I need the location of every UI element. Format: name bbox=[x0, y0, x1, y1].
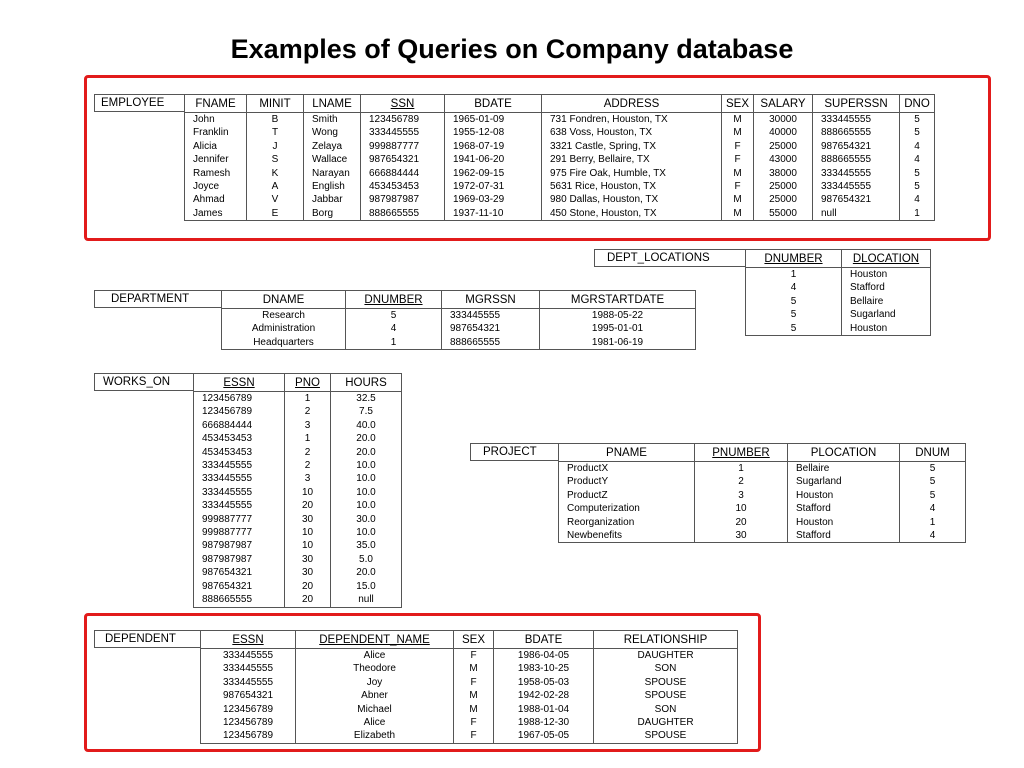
table-row bbox=[746, 281, 931, 294]
table-row bbox=[185, 193, 935, 206]
works-on-cell-pno: 3 bbox=[285, 472, 331, 485]
employee-cell-ssn: 987987987 bbox=[361, 193, 445, 206]
employee-cell-dno: 5 bbox=[900, 180, 935, 193]
works-on-cell-hours: null bbox=[331, 593, 402, 607]
dept-locations-table bbox=[745, 249, 931, 336]
project-cell-plocation: Bellaire bbox=[788, 462, 900, 476]
table-row bbox=[222, 309, 696, 323]
works-on-cell-pno: 20 bbox=[285, 580, 331, 593]
works-on-cell-essn: 987654321 bbox=[194, 580, 285, 593]
employee-header-lname: LNAME bbox=[304, 95, 361, 113]
dependent-cell-relationship: SON bbox=[594, 703, 738, 716]
employee-cell-superssn: 987654321 bbox=[813, 140, 900, 153]
project-cell-pname: Newbenefits bbox=[559, 529, 695, 543]
works-on-cell-hours: 32.5 bbox=[331, 392, 402, 406]
employee-cell-superssn: 987654321 bbox=[813, 193, 900, 206]
employee-header-superssn: SUPERSSN bbox=[813, 95, 900, 113]
project-cell-plocation: Stafford bbox=[788, 529, 900, 543]
dept-locations-cell-dnumber: 5 bbox=[746, 308, 842, 321]
works-on-cell-essn: 333445555 bbox=[194, 499, 285, 512]
employee-cell-salary: 38000 bbox=[754, 167, 813, 180]
dept-locations-header-dnumber: DNUMBER bbox=[746, 250, 842, 268]
works-on-cell-hours: 10.0 bbox=[331, 459, 402, 472]
dependent-cell-bdate: 1988-12-30 bbox=[494, 716, 594, 729]
table-row bbox=[194, 526, 402, 539]
project-cell-dnum: 5 bbox=[900, 475, 966, 488]
works-on-cell-essn: 453453453 bbox=[194, 446, 285, 459]
employee-cell-superssn: 333445555 bbox=[813, 180, 900, 193]
table-row bbox=[194, 513, 402, 526]
table-row bbox=[559, 516, 966, 529]
works-on-cell-essn: 999887777 bbox=[194, 513, 285, 526]
department-cell-mgrssn: 888665555 bbox=[442, 336, 540, 350]
department-cell-dnumber: 1 bbox=[346, 336, 442, 350]
employee-cell-bdate: 1965-01-09 bbox=[445, 113, 542, 127]
dependent-header-dependent-name: DEPENDENT_NAME bbox=[296, 631, 454, 649]
employee-cell-lname: Borg bbox=[304, 207, 361, 221]
project-table bbox=[558, 443, 966, 543]
works-on-cell-pno: 1 bbox=[285, 432, 331, 445]
employee-cell-superssn: null bbox=[813, 207, 900, 221]
dept-locations-relation-label: DEPT_LOCATIONS bbox=[594, 249, 746, 267]
dependent-cell-relationship: DAUGHTER bbox=[594, 649, 738, 663]
employee-cell-bdate: 1968-07-19 bbox=[445, 140, 542, 153]
department-header-dname: DNAME bbox=[222, 291, 346, 309]
dependent-cell-bdate: 1958-05-03 bbox=[494, 676, 594, 689]
employee-cell-ssn: 333445555 bbox=[361, 126, 445, 139]
employee-cell-fname: James bbox=[185, 207, 247, 221]
employee-cell-bdate: 1969-03-29 bbox=[445, 193, 542, 206]
works-on-cell-essn: 888665555 bbox=[194, 593, 285, 607]
dependent-cell-essn: 123456789 bbox=[201, 703, 296, 716]
table-row bbox=[194, 553, 402, 566]
table-row bbox=[559, 502, 966, 515]
employee-cell-address: 3321 Castle, Spring, TX bbox=[542, 140, 722, 153]
project-cell-dnum: 4 bbox=[900, 529, 966, 543]
employee-cell-minit: B bbox=[247, 113, 304, 127]
table-row bbox=[201, 703, 738, 716]
project-cell-pname: Computerization bbox=[559, 502, 695, 515]
table-row bbox=[201, 662, 738, 675]
table-row bbox=[194, 566, 402, 579]
dependent-cell-essn: 987654321 bbox=[201, 689, 296, 702]
table-row bbox=[222, 322, 696, 335]
dependent-cell-essn: 333445555 bbox=[201, 676, 296, 689]
employee-cell-address: 980 Dallas, Houston, TX bbox=[542, 193, 722, 206]
employee-header-minit: MINIT bbox=[247, 95, 304, 113]
employee-cell-fname: Jennifer bbox=[185, 153, 247, 166]
works-on-cell-essn: 333445555 bbox=[194, 459, 285, 472]
works-on-cell-hours: 10.0 bbox=[331, 486, 402, 499]
dependent-cell-sex: M bbox=[454, 689, 494, 702]
employee-cell-bdate: 1941-06-20 bbox=[445, 153, 542, 166]
dependent-cell-essn: 333445555 bbox=[201, 649, 296, 663]
table-row bbox=[194, 446, 402, 459]
table-row bbox=[194, 432, 402, 445]
dependent-cell-sex: F bbox=[454, 676, 494, 689]
table-row bbox=[201, 689, 738, 702]
department-cell-dnumber: 5 bbox=[346, 309, 442, 323]
works-on-cell-pno: 2 bbox=[285, 405, 331, 418]
employee-cell-salary: 30000 bbox=[754, 113, 813, 127]
employee-cell-minit: T bbox=[247, 126, 304, 139]
employee-cell-lname: Narayan bbox=[304, 167, 361, 180]
employee-cell-dno: 1 bbox=[900, 207, 935, 221]
employee-cell-address: 731 Fondren, Houston, TX bbox=[542, 113, 722, 127]
employee-table bbox=[184, 94, 935, 221]
employee-cell-lname: Zelaya bbox=[304, 140, 361, 153]
employee-cell-fname: Ahmad bbox=[185, 193, 247, 206]
employee-cell-minit: A bbox=[247, 180, 304, 193]
works-on-header-hours: HOURS bbox=[331, 374, 402, 392]
dependent-cell-sex: F bbox=[454, 716, 494, 729]
project-cell-plocation: Houston bbox=[788, 489, 900, 502]
works-on-cell-hours: 7.5 bbox=[331, 405, 402, 418]
works-on-relation-label: WORKS_ON bbox=[94, 373, 194, 391]
works-on-cell-essn: 123456789 bbox=[194, 405, 285, 418]
project-cell-dnum: 4 bbox=[900, 502, 966, 515]
table-row bbox=[746, 268, 931, 282]
dependent-header-relationship: RELATIONSHIP bbox=[594, 631, 738, 649]
dependent-relation-label: DEPENDENT bbox=[94, 630, 201, 648]
project-cell-pname: Reorganization bbox=[559, 516, 695, 529]
dependent-cell-sex: F bbox=[454, 729, 494, 743]
table-row bbox=[201, 676, 738, 689]
table-row bbox=[194, 419, 402, 432]
employee-cell-salary: 25000 bbox=[754, 193, 813, 206]
employee-cell-ssn: 888665555 bbox=[361, 207, 445, 221]
table-row bbox=[201, 716, 738, 729]
employee-cell-salary: 55000 bbox=[754, 207, 813, 221]
employee-cell-bdate: 1937-11-10 bbox=[445, 207, 542, 221]
department-cell-dname: Research bbox=[222, 309, 346, 323]
employee-header-sex: SEX bbox=[722, 95, 754, 113]
works-on-cell-pno: 30 bbox=[285, 553, 331, 566]
project-cell-dnum: 5 bbox=[900, 462, 966, 476]
employee-cell-sex: M bbox=[722, 167, 754, 180]
dependent-cell-bdate: 1942-02-28 bbox=[494, 689, 594, 702]
table-row bbox=[746, 295, 931, 308]
employee-cell-fname: John bbox=[185, 113, 247, 127]
dependent-cell-dependent-name: Alice bbox=[296, 716, 454, 729]
employee-cell-minit: K bbox=[247, 167, 304, 180]
works-on-cell-pno: 30 bbox=[285, 513, 331, 526]
employee-cell-salary: 40000 bbox=[754, 126, 813, 139]
employee-cell-fname: Alicia bbox=[185, 140, 247, 153]
dependent-cell-dependent-name: Alice bbox=[296, 649, 454, 663]
table-row bbox=[194, 472, 402, 485]
department-cell-mgrstartdate: 1981-06-19 bbox=[540, 336, 696, 350]
project-header-pname: PNAME bbox=[559, 444, 695, 462]
project-relation-label: PROJECT bbox=[470, 443, 559, 461]
project-cell-pname: ProductY bbox=[559, 475, 695, 488]
employee-cell-address: 291 Berry, Bellaire, TX bbox=[542, 153, 722, 166]
dept-locations-cell-dnumber: 1 bbox=[746, 268, 842, 282]
works-on-cell-essn: 666884444 bbox=[194, 419, 285, 432]
dependent-cell-dependent-name: Elizabeth bbox=[296, 729, 454, 743]
employee-cell-address: 5631 Rice, Houston, TX bbox=[542, 180, 722, 193]
works-on-cell-pno: 10 bbox=[285, 539, 331, 552]
table-row bbox=[194, 459, 402, 472]
table-row bbox=[194, 580, 402, 593]
employee-cell-ssn: 666884444 bbox=[361, 167, 445, 180]
dependent-cell-bdate: 1988-01-04 bbox=[494, 703, 594, 716]
works-on-cell-hours: 30.0 bbox=[331, 513, 402, 526]
employee-cell-ssn: 453453453 bbox=[361, 180, 445, 193]
employee-cell-superssn: 888665555 bbox=[813, 126, 900, 139]
works-on-cell-pno: 10 bbox=[285, 486, 331, 499]
employee-cell-superssn: 888665555 bbox=[813, 153, 900, 166]
dependent-cell-relationship: SPOUSE bbox=[594, 729, 738, 743]
works-on-cell-pno: 10 bbox=[285, 526, 331, 539]
employee-cell-lname: Wong bbox=[304, 126, 361, 139]
employee-cell-dno: 4 bbox=[900, 153, 935, 166]
employee-cell-fname: Joyce bbox=[185, 180, 247, 193]
employee-cell-dno: 5 bbox=[900, 167, 935, 180]
works-on-cell-essn: 453453453 bbox=[194, 432, 285, 445]
dependent-cell-relationship: SPOUSE bbox=[594, 689, 738, 702]
dependent-cell-bdate: 1983-10-25 bbox=[494, 662, 594, 675]
project-header-pnumber: PNUMBER bbox=[695, 444, 788, 462]
department-cell-mgrssn: 333445555 bbox=[442, 309, 540, 323]
dependent-header-bdate: BDATE bbox=[494, 631, 594, 649]
project-cell-pnumber: 3 bbox=[695, 489, 788, 502]
dependent-cell-essn: 333445555 bbox=[201, 662, 296, 675]
employee-cell-bdate: 1955-12-08 bbox=[445, 126, 542, 139]
table-row bbox=[559, 462, 966, 476]
works-on-cell-pno: 20 bbox=[285, 499, 331, 512]
department-cell-mgrssn: 987654321 bbox=[442, 322, 540, 335]
table-row bbox=[194, 499, 402, 512]
employee-cell-salary: 43000 bbox=[754, 153, 813, 166]
employee-cell-address: 450 Stone, Houston, TX bbox=[542, 207, 722, 221]
page-title: Examples of Queries on Company database bbox=[230, 34, 794, 64]
employee-cell-sex: F bbox=[722, 153, 754, 166]
project-cell-pnumber: 20 bbox=[695, 516, 788, 529]
project-cell-plocation: Houston bbox=[788, 516, 900, 529]
project-header-plocation: PLOCATION bbox=[788, 444, 900, 462]
dependent-cell-essn: 123456789 bbox=[201, 729, 296, 743]
department-table bbox=[221, 290, 696, 350]
employee-cell-address: 975 Fire Oak, Humble, TX bbox=[542, 167, 722, 180]
employee-cell-bdate: 1962-09-15 bbox=[445, 167, 542, 180]
works-on-cell-pno: 1 bbox=[285, 392, 331, 406]
employee-cell-ssn: 999887777 bbox=[361, 140, 445, 153]
dependent-cell-relationship: SON bbox=[594, 662, 738, 675]
employee-cell-salary: 25000 bbox=[754, 180, 813, 193]
dependent-table bbox=[200, 630, 738, 744]
employee-cell-dno: 4 bbox=[900, 140, 935, 153]
works-on-cell-hours: 10.0 bbox=[331, 472, 402, 485]
employee-cell-dno: 5 bbox=[900, 113, 935, 127]
dept-locations-cell-dlocation: Houston bbox=[842, 268, 931, 282]
employee-cell-ssn: 987654321 bbox=[361, 153, 445, 166]
works-on-cell-essn: 333445555 bbox=[194, 486, 285, 499]
works-on-header-pno: PNO bbox=[285, 374, 331, 392]
works-on-cell-hours: 15.0 bbox=[331, 580, 402, 593]
employee-cell-sex: M bbox=[722, 126, 754, 139]
dept-locations-header-dlocation: DLOCATION bbox=[842, 250, 931, 268]
table-row bbox=[194, 405, 402, 418]
dependent-cell-bdate: 1986-04-05 bbox=[494, 649, 594, 663]
dependent-cell-essn: 123456789 bbox=[201, 716, 296, 729]
table-row bbox=[559, 489, 966, 502]
employee-cell-dno: 4 bbox=[900, 193, 935, 206]
works-on-cell-pno: 3 bbox=[285, 419, 331, 432]
employee-cell-minit: J bbox=[247, 140, 304, 153]
employee-cell-minit: S bbox=[247, 153, 304, 166]
employee-cell-lname: Jabbar bbox=[304, 193, 361, 206]
works-on-cell-essn: 999887777 bbox=[194, 526, 285, 539]
works-on-cell-hours: 20.0 bbox=[331, 432, 402, 445]
dept-locations-cell-dnumber: 5 bbox=[746, 322, 842, 336]
works-on-cell-pno: 2 bbox=[285, 446, 331, 459]
dependent-cell-dependent-name: Theodore bbox=[296, 662, 454, 675]
employee-cell-minit: E bbox=[247, 207, 304, 221]
table-row bbox=[194, 539, 402, 552]
dependent-header-essn: ESSN bbox=[201, 631, 296, 649]
works-on-cell-essn: 333445555 bbox=[194, 472, 285, 485]
employee-cell-ssn: 123456789 bbox=[361, 113, 445, 127]
table-row bbox=[201, 649, 738, 663]
dependent-cell-sex: M bbox=[454, 662, 494, 675]
table-row bbox=[185, 140, 935, 153]
table-row bbox=[559, 475, 966, 488]
dept-locations-cell-dlocation: Bellaire bbox=[842, 295, 931, 308]
project-cell-plocation: Sugarland bbox=[788, 475, 900, 488]
dependent-cell-sex: M bbox=[454, 703, 494, 716]
employee-cell-sex: M bbox=[722, 207, 754, 221]
department-cell-dnumber: 4 bbox=[346, 322, 442, 335]
table-row bbox=[185, 207, 935, 221]
employee-cell-sex: M bbox=[722, 193, 754, 206]
table-row bbox=[746, 322, 931, 336]
employee-cell-lname: Wallace bbox=[304, 153, 361, 166]
employee-cell-salary: 25000 bbox=[754, 140, 813, 153]
dependent-cell-dependent-name: Joy bbox=[296, 676, 454, 689]
dependent-cell-relationship: SPOUSE bbox=[594, 676, 738, 689]
project-cell-pname: ProductZ bbox=[559, 489, 695, 502]
dept-locations-cell-dlocation: Sugarland bbox=[842, 308, 931, 321]
table-row bbox=[185, 153, 935, 166]
employee-cell-bdate: 1972-07-31 bbox=[445, 180, 542, 193]
works-on-cell-hours: 20.0 bbox=[331, 446, 402, 459]
works-on-cell-hours: 20.0 bbox=[331, 566, 402, 579]
department-header-mgrstartdate: MGRSTARTDATE bbox=[540, 291, 696, 309]
employee-cell-fname: Ramesh bbox=[185, 167, 247, 180]
project-cell-dnum: 1 bbox=[900, 516, 966, 529]
table-row bbox=[559, 529, 966, 543]
dependent-cell-bdate: 1967-05-05 bbox=[494, 729, 594, 743]
employee-cell-lname: English bbox=[304, 180, 361, 193]
employee-header-salary: SALARY bbox=[754, 95, 813, 113]
project-cell-dnum: 5 bbox=[900, 489, 966, 502]
dept-locations-cell-dlocation: Stafford bbox=[842, 281, 931, 294]
works-on-cell-hours: 10.0 bbox=[331, 499, 402, 512]
dept-locations-cell-dlocation: Houston bbox=[842, 322, 931, 336]
table-row bbox=[194, 392, 402, 406]
works-on-header-essn: ESSN bbox=[194, 374, 285, 392]
department-header-mgrssn: MGRSSN bbox=[442, 291, 540, 309]
employee-cell-superssn: 333445555 bbox=[813, 113, 900, 127]
table-row bbox=[222, 336, 696, 350]
employee-cell-dno: 5 bbox=[900, 126, 935, 139]
dependent-cell-dependent-name: Michael bbox=[296, 703, 454, 716]
department-cell-dname: Administration bbox=[222, 322, 346, 335]
project-header-dnum: DNUM bbox=[900, 444, 966, 462]
project-cell-pnumber: 2 bbox=[695, 475, 788, 488]
table-row bbox=[185, 180, 935, 193]
employee-cell-fname: Franklin bbox=[185, 126, 247, 139]
project-cell-pname: ProductX bbox=[559, 462, 695, 476]
works-on-cell-pno: 2 bbox=[285, 459, 331, 472]
employee-cell-sex: F bbox=[722, 140, 754, 153]
employee-header-fname: FNAME bbox=[185, 95, 247, 113]
employee-cell-superssn: 333445555 bbox=[813, 167, 900, 180]
works-on-cell-hours: 35.0 bbox=[331, 539, 402, 552]
employee-cell-sex: F bbox=[722, 180, 754, 193]
dependent-header-sex: SEX bbox=[454, 631, 494, 649]
works-on-cell-essn: 987654321 bbox=[194, 566, 285, 579]
table-row bbox=[201, 729, 738, 743]
employee-cell-address: 638 Voss, Houston, TX bbox=[542, 126, 722, 139]
employee-header-bdate: BDATE bbox=[445, 95, 542, 113]
works-on-cell-essn: 987987987 bbox=[194, 553, 285, 566]
project-cell-pnumber: 30 bbox=[695, 529, 788, 543]
project-cell-pnumber: 10 bbox=[695, 502, 788, 515]
table-row bbox=[185, 126, 935, 139]
department-cell-mgrstartdate: 1995-01-01 bbox=[540, 322, 696, 335]
dependent-cell-relationship: DAUGHTER bbox=[594, 716, 738, 729]
table-row bbox=[194, 593, 402, 607]
table-row bbox=[746, 308, 931, 321]
employee-header-address: ADDRESS bbox=[542, 95, 722, 113]
works-on-cell-hours: 5.0 bbox=[331, 553, 402, 566]
project-cell-plocation: Stafford bbox=[788, 502, 900, 515]
table-row bbox=[194, 486, 402, 499]
works-on-cell-essn: 123456789 bbox=[194, 392, 285, 406]
dependent-cell-dependent-name: Abner bbox=[296, 689, 454, 702]
department-cell-dname: Headquarters bbox=[222, 336, 346, 350]
department-header-dnumber: DNUMBER bbox=[346, 291, 442, 309]
dept-locations-cell-dnumber: 5 bbox=[746, 295, 842, 308]
employee-cell-sex: M bbox=[722, 113, 754, 127]
table-row bbox=[185, 113, 935, 127]
dependent-cell-sex: F bbox=[454, 649, 494, 663]
works-on-cell-pno: 30 bbox=[285, 566, 331, 579]
employee-header-ssn: SSN bbox=[361, 95, 445, 113]
works-on-cell-hours: 40.0 bbox=[331, 419, 402, 432]
table-row bbox=[185, 167, 935, 180]
works-on-cell-hours: 10.0 bbox=[331, 526, 402, 539]
employee-cell-lname: Smith bbox=[304, 113, 361, 127]
project-cell-pnumber: 1 bbox=[695, 462, 788, 476]
works-on-cell-essn: 987987987 bbox=[194, 539, 285, 552]
department-relation-label: DEPARTMENT bbox=[94, 290, 222, 308]
works-on-table bbox=[193, 373, 402, 608]
employee-cell-minit: V bbox=[247, 193, 304, 206]
department-cell-mgrstartdate: 1988-05-22 bbox=[540, 309, 696, 323]
employee-header-dno: DNO bbox=[900, 95, 935, 113]
works-on-cell-pno: 20 bbox=[285, 593, 331, 607]
dept-locations-cell-dnumber: 4 bbox=[746, 281, 842, 294]
employee-relation-label: EMPLOYEE bbox=[94, 94, 185, 112]
